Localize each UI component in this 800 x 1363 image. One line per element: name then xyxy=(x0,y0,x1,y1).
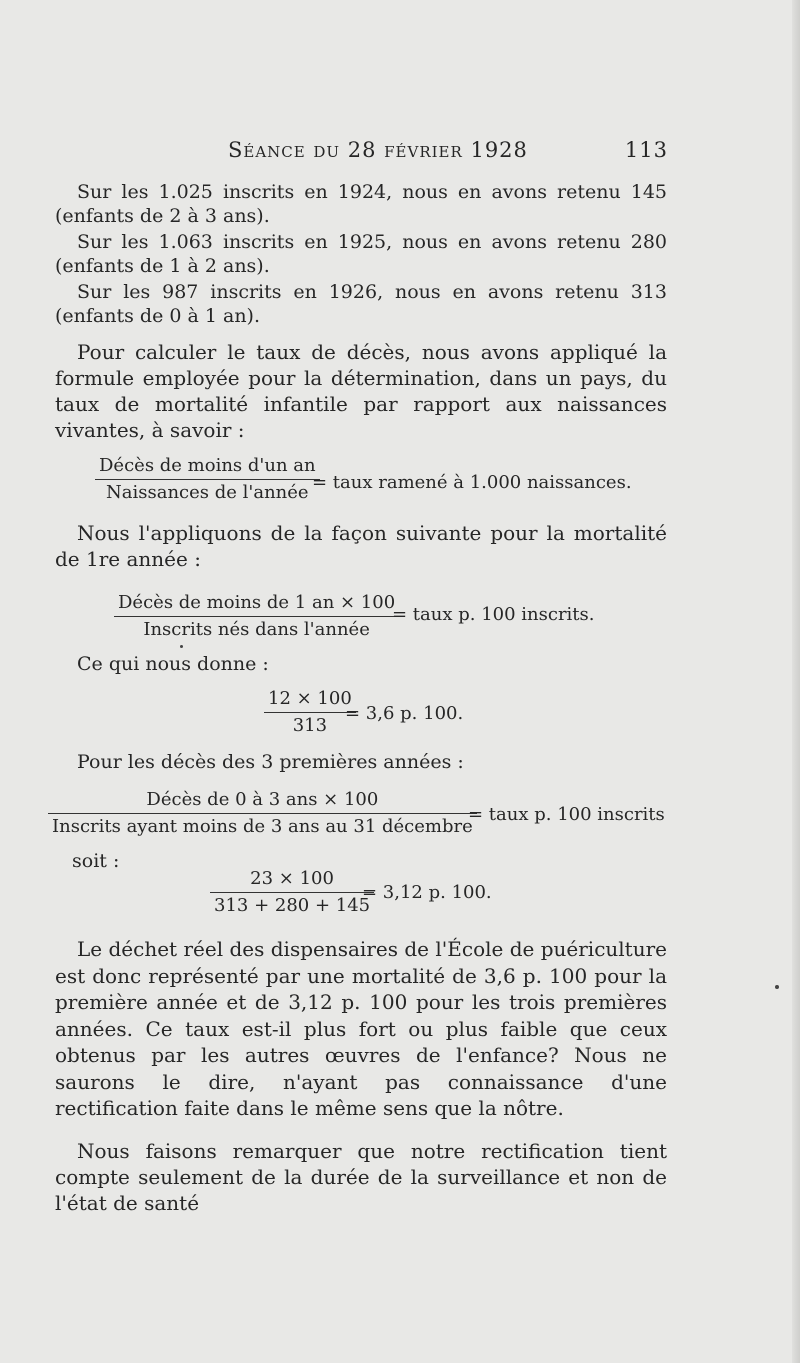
page-speck xyxy=(775,985,779,989)
formula-result: = taux p. 100 inscrits xyxy=(468,804,665,825)
formula-three-years-values xyxy=(210,868,374,917)
paragraph-formula-intro: Pour calculer le taux de décès, nous avons appliqué la formule employée pour la détermination, dans un pays, du taux de mortalité infantile par rapport aux naissances vivantes, à savoir : xyxy=(55,340,667,442)
page-number: 113 xyxy=(624,138,668,162)
formula-numerator: Décès de moins d'un an xyxy=(99,455,316,476)
formula-numerator: 23 × 100 xyxy=(250,868,334,889)
paragraph-1924: Sur les 1.025 inscrits en 1924, nous en avons retenu 145 (enfants de 2 à 3 ans). xyxy=(55,181,667,227)
formula-numerator: Décès de 0 à 3 ans × 100 xyxy=(146,789,379,810)
formula-denominator: 313 + 280 + 145 xyxy=(210,892,374,917)
paragraph-soit: soit : xyxy=(72,850,120,872)
paragraph-application: Nous l'appliquons de la façon suivante pour la mortalité de 1re année : xyxy=(55,521,667,571)
formula-result: = taux ramené à 1.000 naissances. xyxy=(312,472,632,493)
formula-denominator: Inscrits ayant moins de 3 ans au 31 décembre xyxy=(48,813,477,838)
paragraph-conclusion: Le déchet réel des dispensaires de l'École de puériculture est donc représenté par une mortalité de 3,6 p. 100 pour la première année et de 3,12 p. 100 pour les trois premières années. Ce taux est-il plus fort ou plus faible que ceux obtenus par les autres œuvres de l'enfance? Nous ne saurons le dire, n'ayant pas connaissance d'une rectification faite dans le même sens que la nôtre. xyxy=(55,937,667,1120)
formula-numerator: Décès de moins de 1 an × 100 xyxy=(118,592,396,613)
running-head: Séance du 28 février 1928 xyxy=(228,138,528,162)
formula-three-years xyxy=(48,789,477,838)
formula-first-year xyxy=(114,592,399,641)
formula-result: = 3,12 p. 100. xyxy=(362,882,492,903)
page-speck xyxy=(180,645,183,648)
paragraph-remark: Nous faisons remarquer que notre rectification tient compte seulement de la durée de la surveillance et non de l'état de santé xyxy=(55,1139,667,1215)
formula-infant-mortality xyxy=(95,455,320,504)
formula-result: = 3,6 p. 100. xyxy=(345,703,464,724)
paragraph-1926: Sur les 987 inscrits en 1926, nous en avons retenu 313 (enfants de 0 à 1 an). xyxy=(55,281,667,327)
formula-numerator: 12 × 100 xyxy=(268,688,352,709)
paragraph-1925: Sur les 1.063 inscrits en 1925, nous en avons retenu 280 (enfants de 1 à 2 ans). xyxy=(55,231,667,277)
paragraph-gives: Ce qui nous donne : xyxy=(77,653,269,675)
formula-denominator: Naissances de l'année xyxy=(95,479,320,504)
formula-denominator: 313 xyxy=(264,712,356,737)
paragraph-three-years: Pour les décès des 3 premières années : xyxy=(77,751,464,773)
formula-first-year-values xyxy=(264,688,356,737)
page-edge xyxy=(792,0,800,1363)
formula-result: = taux p. 100 inscrits. xyxy=(392,604,595,625)
formula-denominator: Inscrits nés dans l'année xyxy=(114,616,399,641)
